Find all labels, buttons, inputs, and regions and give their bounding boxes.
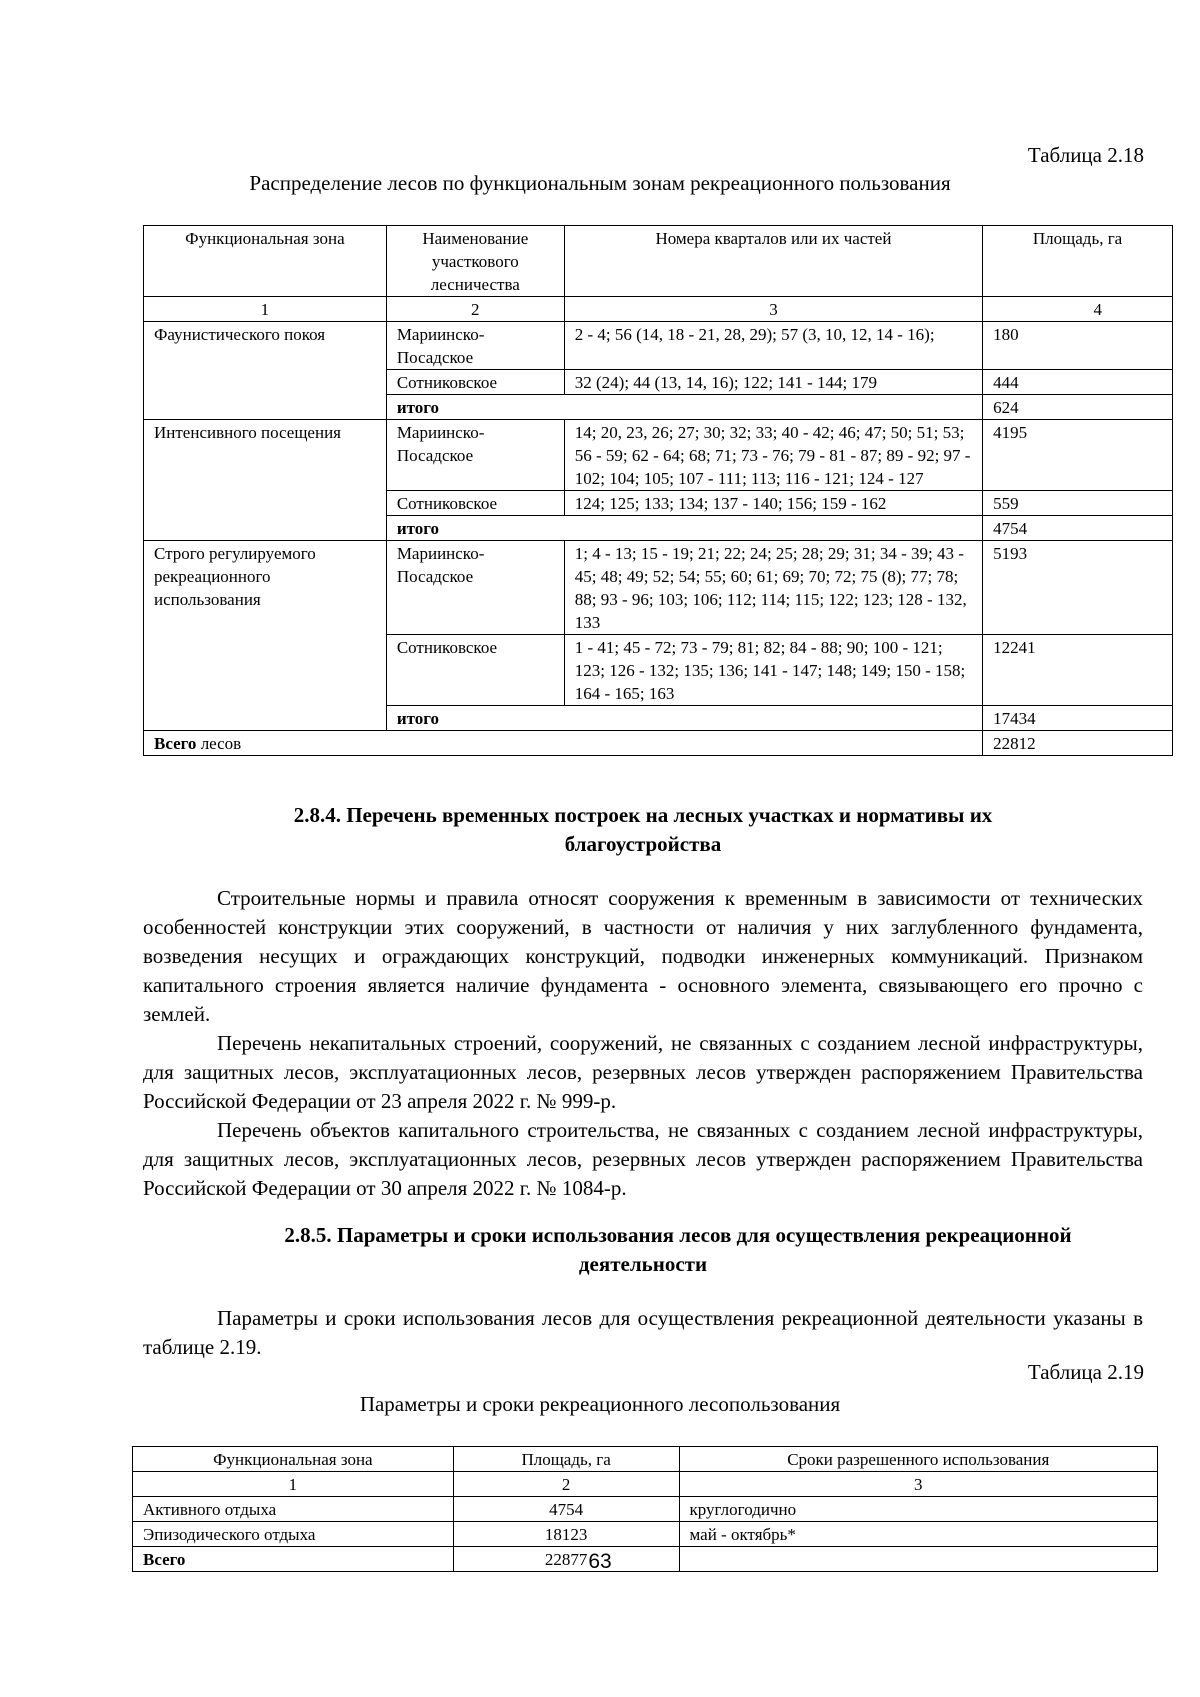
paragraph: Строительные нормы и правила относят сооружения к временным в зависимости от технических особенностей конструкции этих сооружений, в частности от наличия у них заглубленного фундамента, возведения несущих и ограждающих конструкций, подводки инженерных коммуникаций. Признаком капитального строения является наличие фундамента - основного элемента, связывающего его прочно с землей. [143, 886, 1143, 1026]
forestry-cell: Мариинско-Посадское [386, 420, 564, 491]
header-cell: Площадь, га [453, 1447, 679, 1472]
table-header-row [144, 226, 1173, 297]
total-label: Всего [133, 1547, 454, 1572]
zone-cell: Строго регулируемого рекреационного использования [144, 541, 387, 731]
table-2-18-caption: Таблица 2.18 [1027, 143, 1144, 167]
column-number: 3 [679, 1472, 1157, 1497]
header-cell: Номера кварталов или их частей [564, 226, 982, 297]
column-number: 1 [144, 297, 387, 322]
column-number-row [133, 1472, 1158, 1497]
quarters-cell: 14; 20, 23, 26; 27; 30; 32; 33; 40 - 42; 46; 47; 50; 51; 53; 56 - 59; 62 - 64; 68; 71; 73 - 76; 79 - 81 - 87; 89 - 92; 97 - 102; 104; 105; 107 - 111; 113; 116 - 121; 124 - 127 [564, 420, 982, 491]
terms-cell: круглогодично [679, 1497, 1157, 1522]
table-row [144, 322, 1173, 370]
header-cell: Площадь, га [983, 226, 1173, 297]
subtotal-value: 4754 [983, 516, 1173, 541]
heading-line: 2.8.5. Параметры и сроки использования лесов для осуществления рекреационной [284, 1223, 1072, 1247]
table-row [144, 420, 1173, 491]
area-cell: 180 [983, 322, 1173, 370]
forestry-cell: Мариинско-Посадское [386, 541, 564, 635]
total-value: 22877 [453, 1547, 679, 1572]
grand-total-label [144, 731, 983, 756]
subtotal-value: 624 [983, 395, 1173, 420]
table-row [144, 541, 1173, 635]
column-number: 2 [386, 297, 564, 322]
table-2-19-caption: Таблица 2.19 [1027, 1360, 1144, 1384]
paragraph: Перечень объектов капитального строительства, не связанных с созданием лесной инфраструктуры, для защитных лесов, эксплуатационных лесов, резервных лесов утвержден распоряжением Правительства Российской Федерации от 30 апреля 2022 г. № 1084-р. [143, 1118, 1143, 1200]
quarters-cell: 2 - 4; 56 (14, 18 - 21, 28, 29); 57 (3, 10, 12, 14 - 16); [564, 322, 982, 370]
subtotal-value: 17434 [983, 706, 1173, 731]
header-cell: Сроки разрешенного использования [679, 1447, 1157, 1472]
zone-cell: Активного отдыха [133, 1497, 454, 1522]
column-number: 4 [983, 297, 1173, 322]
quarters-cell: 32 (24); 44 (13, 14, 16); 122; 141 - 144; 179 [564, 370, 982, 395]
terms-cell: май - октябрь* [679, 1522, 1157, 1547]
header-cell: Функциональная зона [144, 226, 387, 297]
area-cell: 4754 [453, 1497, 679, 1522]
forestry-cell: Сотниковское [386, 491, 564, 516]
header-cell: Наименование участкового лесничества [386, 226, 564, 297]
zone-cell: Фаунистического покоя [144, 322, 387, 420]
area-cell: 444 [983, 370, 1173, 395]
column-number: 2 [453, 1472, 679, 1497]
zone-cell: Интенсивного посещения [144, 420, 387, 541]
quarters-cell: 1; 4 - 13; 15 - 19; 21; 22; 24; 25; 28; 29; 31; 34 - 39; 43 - 45; 48; 49; 52; 54; 55; 60; 61; 69; 70; 72; 75 (8); 77; 78; 88; 93 - 96; 103; 106; 112; 114; 115; 122; 123; 128 - 132, 133 [564, 541, 982, 635]
table-2-18-title: Распределение лесов по функциональным зонам рекреационного пользования [249, 171, 951, 195]
zone-cell: Эпизодического отдыха [133, 1522, 454, 1547]
table-row [133, 1497, 1158, 1522]
page-number: 63 [588, 1550, 612, 1573]
paragraph: Перечень некапитальных строений, сооружений, не связанных с созданием лесной инфраструктуры, для защитных лесов, эксплуатационных лесов, резервных лесов утвержден распоряжением Правительства Российской Федерации от 23 апреля 2022 г. № 999-р. [143, 1031, 1143, 1113]
paragraph: Параметры и сроки использования лесов для осуществления рекреационной деятельности указаны в таблице 2.19. [143, 1306, 1143, 1359]
quarters-cell: 1 - 41; 45 - 72; 73 - 79; 81; 82; 84 - 88; 90; 100 - 121; 123; 126 - 132; 135; 136; 141 - 147; 148; 149; 150 - 158; 164 - 165; 163 [564, 635, 982, 706]
heading-line: 2.8.4. Перечень временных построек на лесных участках и нормативы их [293, 803, 993, 827]
section-2-8-4-heading [143, 801, 1143, 859]
subtotal-label: итого [386, 706, 982, 731]
table-2-19-title: Параметры и сроки рекреационного лесопользования [359, 1392, 841, 1416]
heading-line: благоустройства [564, 832, 722, 856]
area-cell: 18123 [453, 1522, 679, 1547]
grand-total-value: 22812 [983, 731, 1173, 756]
forestry-cell: Сотниковское [386, 635, 564, 706]
subtotal-label: итого [386, 395, 982, 420]
section-2-8-5-heading [143, 1221, 1143, 1279]
area-cell: 4195 [983, 420, 1173, 491]
grand-total-rest: лесов [196, 734, 242, 753]
heading-line: деятельности [578, 1252, 708, 1276]
subtotal-label: итого [386, 516, 982, 541]
column-number: 3 [564, 297, 982, 322]
table-row [133, 1522, 1158, 1547]
section-2-8-4-body [143, 884, 1143, 1203]
header-cell: Функциональная зона [133, 1447, 454, 1472]
area-cell: 5193 [983, 541, 1173, 635]
table-2-18 [143, 225, 1173, 756]
area-cell: 12241 [983, 635, 1173, 706]
column-number-row [144, 297, 1173, 322]
forestry-cell: Сотниковское [386, 370, 564, 395]
table-header-row [133, 1447, 1158, 1472]
section-2-8-5-body [143, 1304, 1143, 1362]
forestry-cell: Мариинско-Посадское [386, 322, 564, 370]
column-number: 1 [133, 1472, 454, 1497]
area-cell: 559 [983, 491, 1173, 516]
grand-total-row [144, 731, 1173, 756]
quarters-cell: 124; 125; 133; 134; 137 - 140; 156; 159 - 162 [564, 491, 982, 516]
grand-total-bold: Всего [154, 734, 197, 753]
